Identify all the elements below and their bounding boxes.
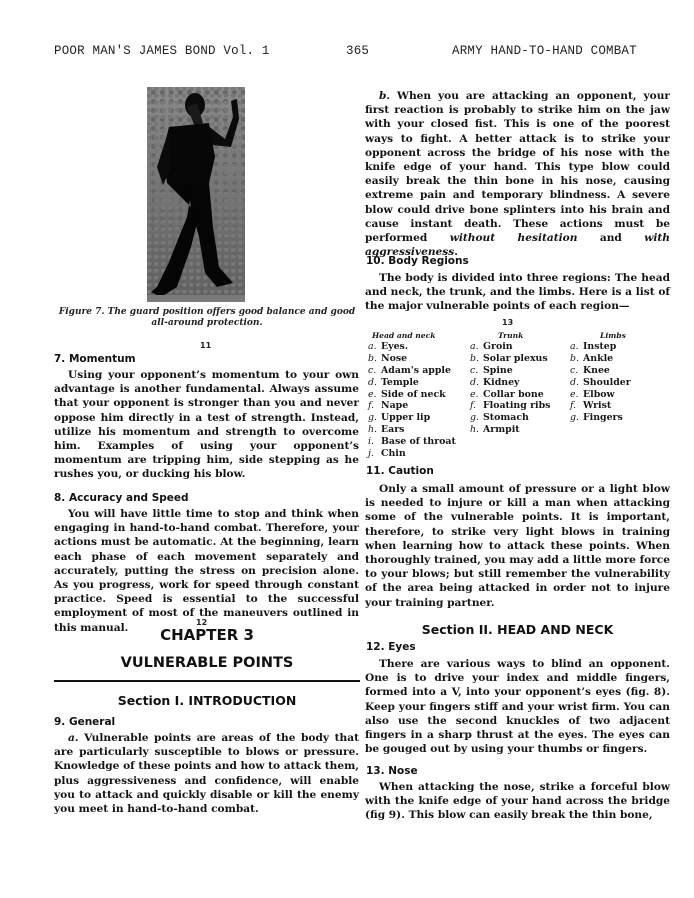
para-b-text-mid: and bbox=[577, 232, 645, 245]
chapter-label: CHAPTER 3 bbox=[160, 626, 254, 644]
region-item: c. Knee bbox=[570, 364, 610, 376]
figure-caption-line1: Figure 7. The guard position offers good balance and good bbox=[58, 307, 356, 317]
para-b-text: When you are attacking an opponent, your first reaction is probably to strike him on the jaw with your closed fist. This is one of the poorest ways to fight. A better attack is to strike your opponent across the bridge of his nose with the knife edge of your hand. This type blow could easily break the thin bone in his nose, causing extreme pain and temporary blindness. A severe blow could drive bone splinters into his brain and cause instant death. These actions must be performed bbox=[365, 90, 670, 245]
header-book-title: POOR MAN'S JAMES BOND Vol. 1 bbox=[54, 44, 270, 58]
folio-13: 13 bbox=[502, 318, 514, 327]
region-item: e. Side of neck bbox=[368, 388, 446, 400]
regions-column-limbs bbox=[570, 330, 631, 424]
heading-accuracy-speed: 8. Accuracy and Speed bbox=[54, 492, 189, 504]
region-item: a. Instep bbox=[570, 341, 617, 352]
region-item: b. Solar plexus bbox=[470, 352, 548, 364]
region-item: f. Floating ribs bbox=[470, 400, 551, 412]
header-chapter-title: ARMY HAND-TO-HAND COMBAT bbox=[452, 44, 637, 58]
folio-11: 11 bbox=[200, 341, 212, 350]
region-item: d. Temple bbox=[368, 376, 419, 388]
region-item: c. Adam's apple bbox=[368, 364, 451, 376]
regions-column-header: Limbs bbox=[600, 331, 626, 340]
accuracy-speed-text: You will have little time to stop and think when engaging in hand-to-hand combat. Therefore, your actions must be automatic. At the beginning, learn each phase of each movement separately and accurately, putting the stress on precision alone. As you progress, work for speed through constant practice. Speed is essential to the successful employment of most of the maneuvers outlined in this manual. bbox=[54, 508, 359, 634]
region-item: b. Nose bbox=[368, 352, 408, 364]
region-item: j. Chin bbox=[368, 448, 406, 460]
nose-text: When attacking the nose, strike a forceful blow with the knife edge of your hand across the bridge (fig 9). This blow can easily break the thin bone, bbox=[365, 781, 670, 822]
region-item: a. Groin bbox=[470, 341, 513, 352]
header-page-number: 365 bbox=[346, 44, 370, 58]
chapter-divider bbox=[54, 680, 360, 682]
momentum-text: Using your opponent’s momentum to your own advantage is another fundamental. Always assume that your opponent is stronger than you and never oppose him directly in a test of strength. Instead, utilize his momentum and strength to overcome him. Examples of using your opponent’s momentum are tripping him, side stepping as he rushes you, or ducking his blow. bbox=[54, 369, 359, 481]
region-item: d. Shoulder bbox=[570, 376, 631, 388]
region-item: d. Kidney bbox=[470, 376, 520, 388]
para-b bbox=[365, 89, 670, 259]
heading-body-regions: 10. Body Regions bbox=[366, 255, 469, 267]
section-introduction-title: Section I. INTRODUCTION bbox=[117, 693, 297, 708]
regions-column-trunk bbox=[470, 330, 550, 436]
region-item: f. Nape bbox=[368, 400, 409, 412]
heading-eyes: 12. Eyes bbox=[366, 641, 416, 653]
chapter-title: VULNERABLE POINTS bbox=[120, 655, 294, 671]
guard-position-photo bbox=[147, 87, 245, 302]
caution-text: Only a small amount of pressure or a light blow is needed to injure or kill a man when attacking some of the vulnerable points. It is important, therefore, to strike very light blows in training when learning how to attack these points. When thoroughly trained, you may add a little more force to your blows; but still remember the vulnerability of the area being attacked in order not to injure your training partner. bbox=[365, 483, 670, 609]
figure-caption-line2: all-around protection. bbox=[151, 318, 263, 328]
region-item: f. Wrist bbox=[570, 400, 612, 412]
region-item: i. Base of throat bbox=[368, 436, 456, 448]
regions-column-header: Head and neck bbox=[372, 331, 436, 340]
region-item: b. Ankle bbox=[570, 352, 614, 364]
region-item: g. Upper lip bbox=[368, 412, 431, 424]
body-regions-text: The body is divided into three regions: The head and neck, the trunk, and the limbs. Here is a list of the major vulnerable points of each region— bbox=[365, 272, 670, 313]
region-item: g. Fingers bbox=[570, 412, 623, 424]
regions-column-header: Trunk bbox=[498, 331, 524, 340]
general-para-a-text: Vulnerable points are areas of the body that are particularly susceptible to blows or pressure. Knowledge of these points and how to attack them, plus aggressiveness and confidence, will enable you to attack and quickly disable or kill the enemy you meet in hand-to-hand combat. bbox=[54, 732, 359, 816]
region-item: e. Elbow bbox=[570, 388, 615, 400]
general-para-a bbox=[54, 731, 359, 816]
region-item: h. Ears bbox=[368, 424, 405, 436]
section-head-and-neck-title: Section II. HEAD AND NECK bbox=[421, 622, 614, 637]
folio-12: 12 bbox=[196, 618, 208, 627]
eyes-text: There are various ways to blind an opponent. One is to drive your index and middle fingers, formed into a V, into your opponent’s eyes (fig. 8). Keep your fingers stiff and your wrist firm. You can also use the second knuckles of two adjacent fingers in a sharp thrust at the eyes. The eyes can be gouged out by using your thumbs or fingers. bbox=[365, 658, 670, 756]
fighter-silhouette-icon bbox=[147, 87, 245, 302]
heading-momentum: 7. Momentum bbox=[54, 353, 136, 365]
para-b-text-end: . bbox=[454, 246, 458, 259]
region-item: a. Eyes. bbox=[368, 341, 409, 352]
page-header bbox=[0, 44, 694, 62]
region-item: c. Spine bbox=[470, 364, 513, 376]
region-item: h. Armpit bbox=[470, 424, 520, 436]
para-b-label: b. bbox=[379, 90, 391, 102]
para-a-label: a. bbox=[68, 732, 79, 744]
heading-nose: 13. Nose bbox=[366, 765, 418, 777]
para-b-emphasis-1: without hesitation bbox=[449, 232, 578, 245]
regions-column-head-neck bbox=[368, 330, 456, 460]
heading-general: 9. General bbox=[54, 716, 116, 728]
heading-caution: 11. Caution bbox=[366, 465, 434, 477]
region-item: e. Collar bone bbox=[470, 388, 544, 400]
region-item: g. Stomach bbox=[470, 412, 529, 424]
para-b-emphasis-2: with aggressiveness bbox=[365, 232, 670, 259]
figure-caption bbox=[54, 307, 360, 329]
